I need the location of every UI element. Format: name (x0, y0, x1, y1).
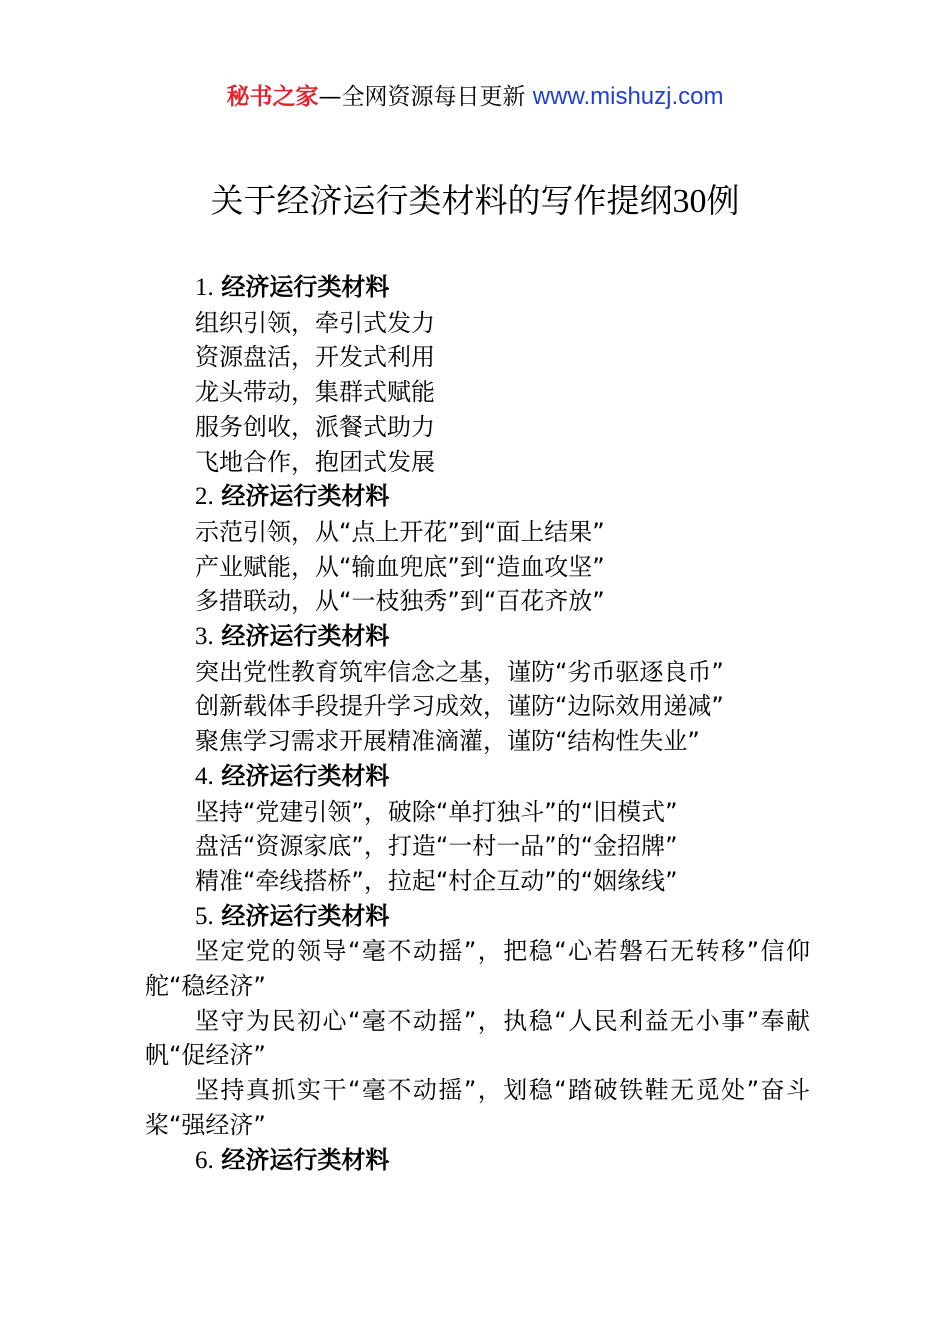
section-heading (145, 759, 810, 795)
section-heading (145, 270, 810, 306)
title-text: 关于经济运行类材料的写作提纲 (210, 181, 673, 220)
site-url-link[interactable]: www.mishuzj.com (532, 83, 724, 110)
section-number: 6. (195, 1146, 214, 1174)
section-title: 经济运行类材料 (221, 901, 390, 930)
section-heading (145, 899, 810, 935)
site-header (0, 80, 950, 114)
section-number: 2. (195, 483, 214, 511)
section-number: 5. (195, 902, 214, 930)
section-number: 3. (195, 623, 214, 651)
title-number: 30 (672, 183, 707, 220)
header-tagline: 全网资源每日更新 (341, 84, 526, 110)
section-heading (145, 479, 810, 515)
section-title: 经济运行类材料 (221, 622, 390, 651)
section-number: 4. (195, 762, 214, 790)
outline-line: 聚焦学习需求开展精准滴灌，谨防“结构性失业” (195, 727, 700, 756)
section-title: 经济运行类材料 (221, 761, 390, 790)
outline-line: 坚持“党建引领”，破除“单打独斗”的“旧模式” (195, 797, 678, 826)
outline-line: 组织引领，牵引式发力 (195, 308, 435, 337)
outline-line: 飞地合作，抱团式发展 (195, 447, 435, 476)
document-body (145, 270, 810, 1178)
outline-line: 示范引领，从“点上开花”到“面上结果” (195, 517, 605, 546)
outline-line: 盘活“资源家底”，打造“一村一品”的“金招牌” (195, 832, 678, 861)
section-heading (145, 619, 810, 655)
outline-line: 资源盘活，开发式利用 (195, 343, 435, 372)
outline-paragraph: 坚持真抓实干“毫不动摇”，划稳“踏破铁鞋无觅处”奋斗桨“强经济” (145, 1076, 810, 1139)
outline-line: 突出党性教育筑牢信念之基，谨防“劣币驱逐良币” (195, 657, 724, 686)
outline-line: 产业赋能，从“输血兜底”到“造血攻坚” (195, 552, 605, 581)
document-title (0, 178, 950, 225)
section-heading (145, 1143, 810, 1179)
section-number: 1. (195, 274, 214, 301)
title-suffix: 例 (706, 181, 740, 220)
outline-line: 服务创收，派餐式助力 (195, 412, 435, 441)
outline-paragraph: 坚定党的领导“毫不动摇”，把稳“心若磐石无转移”信仰舵“稳经济” (145, 937, 810, 1001)
header-dash: — (318, 84, 342, 110)
brand-name: 秘书之家 (226, 84, 319, 110)
outline-line: 多措联动，从“一枝独秀”到“百花齐放” (195, 587, 605, 616)
outline-paragraph: 坚守为民初心“毫不动摇”，执稳“人民利益无小事”奉献帆“促经济” (145, 1006, 810, 1070)
outline-line: 创新载体手段提升学习成效，谨防“边际效用递减” (195, 692, 724, 721)
section-title: 经济运行类材料 (221, 273, 390, 301)
outline-line: 精准“牵线搭桥”，拉起“村企互动”的“姻缘线” (195, 866, 678, 895)
outline-line: 龙头带动，集群式赋能 (195, 378, 435, 407)
section-title: 经济运行类材料 (221, 1145, 390, 1174)
section-title: 经济运行类材料 (221, 482, 390, 511)
